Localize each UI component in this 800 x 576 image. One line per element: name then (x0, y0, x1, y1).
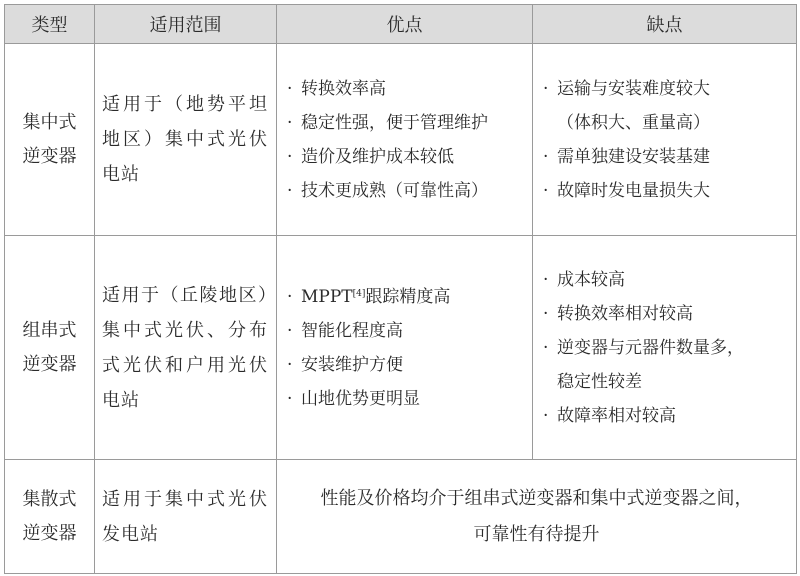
scope-cell: 适用于（丘陵地区）集中式光伏、分布式光伏和户用光伏电站 (95, 236, 277, 460)
list-item: · 需单独建设安装基建 (543, 146, 710, 167)
list-item: · 转换效率高 (287, 78, 386, 99)
cons-list (533, 263, 796, 433)
pros-cell (277, 44, 533, 236)
merged-line: 性能及价格均介于组串式逆变器和集中式逆变器之间， (320, 487, 753, 509)
reference-mark: [4] (352, 288, 366, 299)
header-pros: 优点 (277, 5, 533, 44)
header-cons: 缺点 (533, 5, 797, 44)
cons-cell (533, 236, 797, 460)
merged-pros-cons-cell (277, 460, 797, 574)
header-scope: 适用范围 (95, 5, 277, 44)
merged-line: 可靠性有待提升 (473, 523, 600, 545)
list-item: · MPPT[4]跟踪精度高 (287, 286, 451, 307)
type-line: 逆变器 (22, 145, 77, 167)
list-item: · 成本较高 (543, 269, 625, 290)
cons-cell (533, 44, 797, 236)
scope-cell: 适用于（地势平坦地区）集中式光伏电站 (95, 44, 277, 236)
list-item: · 山地优势更明显 (287, 388, 420, 409)
list-item: · 技术更成熟（可靠性高） (287, 180, 488, 201)
list-item: · 稳定性强，便于管理维护 (287, 112, 488, 133)
table-row (5, 460, 797, 574)
inverter-comparison-table (4, 4, 797, 574)
pros-list (277, 280, 532, 416)
list-item: · 故障率相对较高 (543, 405, 676, 426)
type-cell (5, 236, 95, 460)
list-item-continuation: 稳定性较差 (557, 371, 642, 392)
scope-cell: 适用于集中式光伏发电站 (95, 460, 277, 574)
header-row (5, 5, 797, 44)
type-line: 逆变器 (22, 522, 77, 544)
pros-list (277, 72, 532, 208)
cons-list (533, 72, 796, 208)
list-item: · 智能化程度高 (287, 320, 403, 341)
type-line: 组串式 (22, 319, 77, 341)
list-item: · 造价及维护成本较低 (287, 146, 454, 167)
list-item: · 故障时发电量损失大 (543, 180, 710, 201)
header-type: 类型 (5, 5, 95, 44)
type-line: 集中式 (22, 111, 77, 133)
type-cell (5, 44, 95, 236)
type-cell (5, 460, 95, 574)
list-item: · 安装维护方便 (287, 354, 403, 375)
table-row (5, 44, 797, 236)
list-item-continuation: （体积大、重量高） (557, 112, 710, 133)
pros-cell (277, 236, 533, 460)
type-line: 集散式 (22, 488, 77, 510)
list-item: · 转换效率相对较高 (543, 303, 693, 324)
list-item: · 运输与安装难度较大 (543, 78, 710, 99)
type-line: 逆变器 (22, 353, 77, 375)
table-row (5, 236, 797, 460)
list-item: · 逆变器与元器件数量多， (543, 337, 744, 358)
